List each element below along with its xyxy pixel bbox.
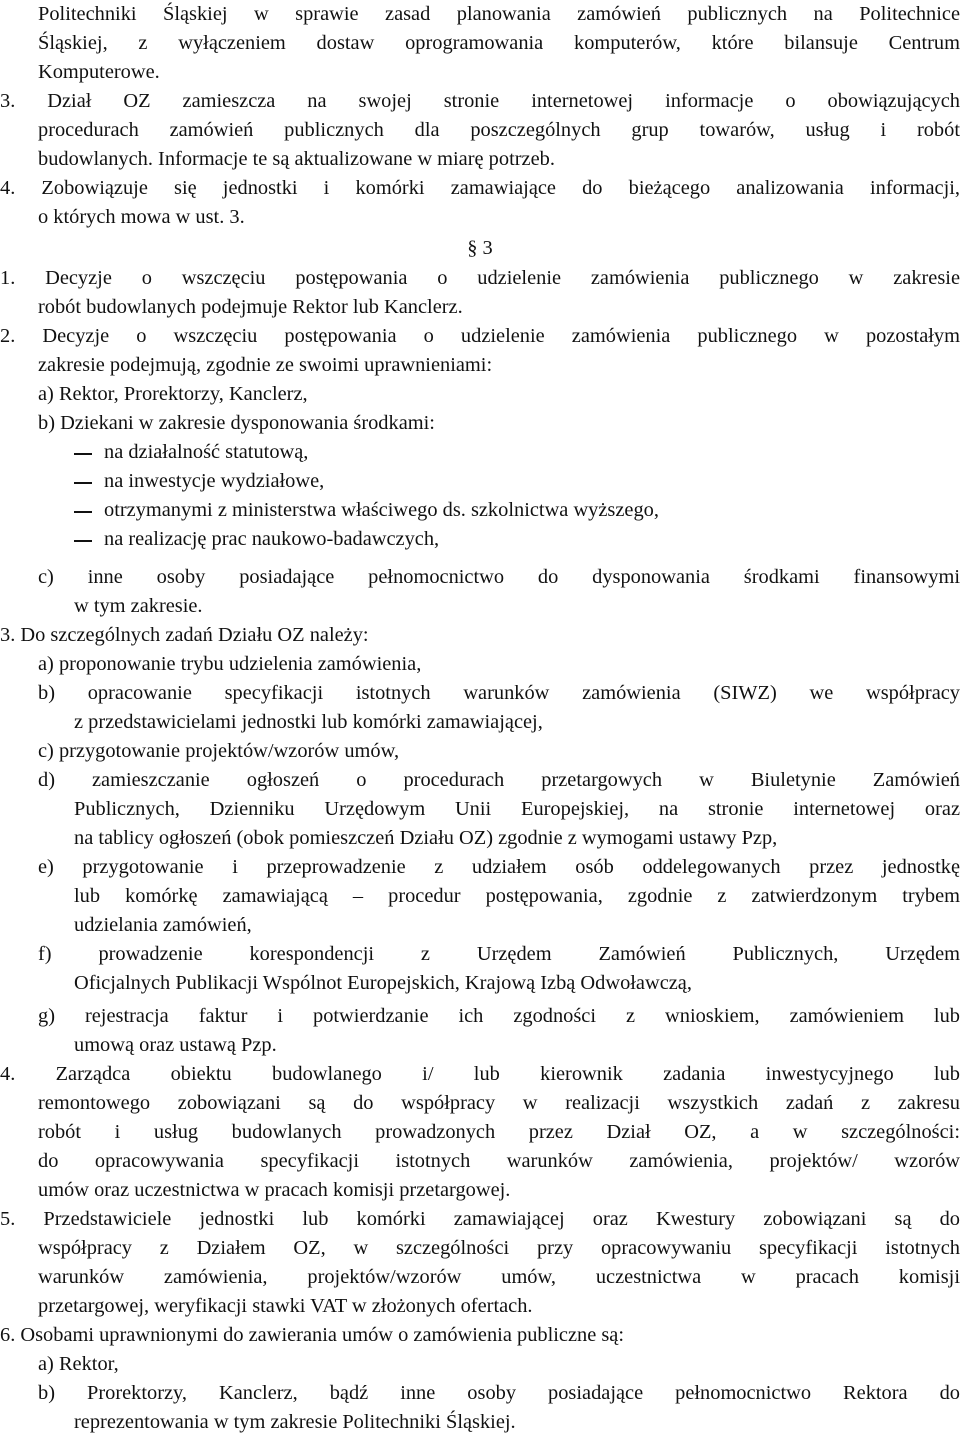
list-item: d) zamieszczanie ogłoszeń o procedurach przetargowych w Biuletynie Zamówień <box>38 769 960 791</box>
text-line: budowlanych. Informacje te są aktualizowane w miarę potrzeb. <box>38 148 555 170</box>
list-item: na inwestycje wydziałowe, <box>104 470 325 492</box>
text-line: Publicznych, Dzienniku Urzędowym Unii Europejskiej, na stronie internetowej oraz <box>74 798 960 820</box>
text-line: na tablicy ogłoszeń (obok pomieszczeń Działu OZ) zgodnie z wymogami ustawy Pzp, <box>74 827 778 849</box>
text-line: reprezentowania w tym zakresie Politechniki Śląskiej. <box>74 1411 516 1433</box>
text-line: Śląskiej, z wyłączeniem dostaw oprogramowania komputerów, które bilansuje Centrum <box>38 32 960 54</box>
text-line: przetargowej, weryfikacji stawki VAT w złożonych ofertach. <box>38 1295 533 1317</box>
list-item: a) Rektor, <box>38 1353 119 1375</box>
text-line: 5. Przedstawiciele jednostki lub komórki zamawiającej oraz Kwestury zobowiązani są do <box>0 1208 960 1230</box>
dash-bullet <box>74 453 92 455</box>
section-heading: § 3 <box>467 237 493 259</box>
list-item: g) rejestracja faktur i potwierdzanie ich zgodności z wnioskiem, zamówieniem lub <box>38 1005 960 1027</box>
text-line: Politechniki Śląskiej w sprawie zasad planowania zamówień publicznych na Politechnice <box>38 3 960 25</box>
text-line: a) Rektor, Prorektorzy, Kanclerz, <box>38 383 308 405</box>
text-line: 3. Do szczególnych zadań Działu OZ należy: <box>0 624 369 646</box>
text-line: z przedstawicielami jednostki lub komórki zamawiającej, <box>74 711 543 733</box>
text-line: o których mowa w ust. 3. <box>38 206 245 228</box>
text-line: 4. Zobowiązuje się jednostki i komórki zamawiające do bieżącego analizowania informacji, <box>0 177 960 199</box>
text-line: procedurach zamówień publicznych dla poszczególnych grup towarów, usług i robót <box>38 119 960 141</box>
text-line: udzielania zamówień, <box>74 914 252 936</box>
list-item: e) przygotowanie i przeprowadzenie z udziałem osób oddelegowanych przez jednostkę <box>38 856 960 878</box>
text-line: do opracowywania specyfikacji istotnych warunków zamówienia, projektów/ wzorów <box>38 1150 960 1172</box>
text-line: 2. Decyzje o wszczęciu postępowania o udzielenie zamówienia publicznego w pozostałym <box>0 325 960 347</box>
list-item: otrzymanymi z ministerstwa właściwego ds. szkolnictwa wyższego, <box>104 499 659 521</box>
text-line: robót budowlanych podejmuje Rektor lub Kanclerz. <box>38 296 463 318</box>
list-item: f) prowadzenie korespondencji z Urzędem Zamówień Publicznych, Urzędem <box>38 943 960 965</box>
text-line: robót i usług budowlanych prowadzonych przez Dział OZ, a w szczególności: <box>38 1121 960 1143</box>
dash-bullet <box>74 511 92 513</box>
list-item: c) inne osoby posiadające pełnomocnictwo do dysponowania środkami finansowymi <box>38 566 960 588</box>
dash-bullet <box>74 540 92 542</box>
text-line: b) Dziekani w zakresie dysponowania środkami: <box>38 412 435 434</box>
text-line: umową oraz ustawą Pzp. <box>74 1034 277 1056</box>
text-line: 4. Zarządca obiektu budowlanego i/ lub kierownik zadania inwestycyjnego lub <box>0 1063 960 1085</box>
list-item: na realizację prac naukowo-badawczych, <box>104 528 440 550</box>
text-line: Oficjalnych Publikacji Wspólnot Europejskich, Krajową Izbą Odwoławczą, <box>74 972 692 994</box>
text-line: zakresie podejmują, zgodnie ze swoimi uprawnieniami: <box>38 354 493 376</box>
list-item: a) proponowanie trybu udzielenia zamówienia, <box>38 653 422 675</box>
text-line: w tym zakresie. <box>74 595 203 617</box>
dash-bullet <box>74 482 92 484</box>
list-item: b) opracowanie specyfikacji istotnych warunków zamówienia (SIWZ) we współpracy <box>38 682 960 704</box>
list-item: b) Prorektorzy, Kanclerz, bądź inne osoby posiadające pełnomocnictwo Rektora do <box>38 1382 960 1404</box>
text-line: 3. Dział OZ zamieszcza na swojej stronie internetowej informacje o obowiązujących <box>0 90 960 112</box>
text-line: współpracy z Działem OZ, w szczególności przy opracowywaniu specyfikacji istotnych <box>38 1237 960 1259</box>
text-line: 6. Osobami uprawnionymi do zawierania umów o zamówienia publiczne są: <box>0 1324 625 1346</box>
list-item: c) przygotowanie projektów/wzorów umów, <box>38 740 400 762</box>
text-line: lub komórkę zamawiającą – procedur postępowania, zgodnie z zatwierdzonym trybem <box>74 885 960 907</box>
text-line: remontowego zobowiązani są do współpracy w realizacji wszystkich zadań z zakresu <box>38 1092 960 1114</box>
text-line: warunków zamówienia, projektów/wzorów umów, uczestnictwa w pracach komisji <box>38 1266 960 1288</box>
list-item: na działalność statutową, <box>104 441 309 463</box>
text-line: Komputerowe. <box>38 61 160 83</box>
text-line: umów oraz uczestnictwa w pracach komisji przetargowej. <box>38 1179 511 1201</box>
text-line: 1. Decyzje o wszczęciu postępowania o udzielenie zamówienia publicznego w zakresie <box>0 267 960 289</box>
